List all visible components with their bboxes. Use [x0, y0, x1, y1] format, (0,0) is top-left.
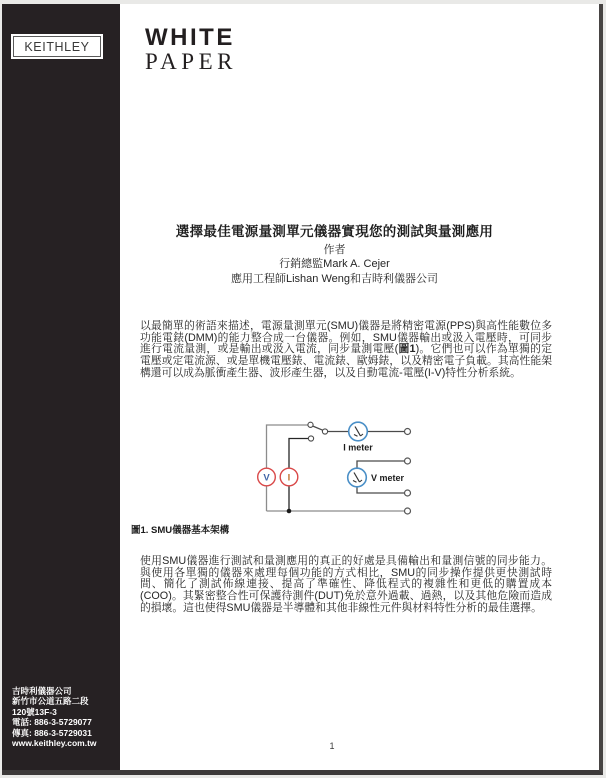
byline-label: 作者 — [323, 244, 346, 256]
masthead-white: WHITE — [145, 24, 235, 51]
i-meter-symbol — [349, 422, 368, 441]
masthead-paper: PAPER — [145, 49, 237, 74]
company-name: 吉時利儀器公司 — [12, 686, 72, 696]
v-source-label: V — [263, 472, 270, 484]
smu-circuit-diagram — [230, 414, 420, 518]
wire-vmeter-bottom — [357, 487, 405, 493]
v-source-symbol — [258, 468, 276, 486]
byline-author1: 行銷總監Mark A. Cejer — [279, 258, 390, 271]
fax-line: 傳真: 886-3-5729031 — [12, 727, 92, 738]
wire-vmeter-top — [357, 461, 405, 468]
keithley-logo — [13, 36, 101, 57]
v-meter-label: V meter — [371, 473, 405, 483]
page-number: 1 — [329, 741, 335, 751]
masthead — [145, 26, 237, 73]
switch-symbol — [308, 422, 328, 441]
figure-reference: 圖1 — [398, 343, 416, 356]
keithley-logo-text: KEITHLEY — [24, 39, 90, 54]
paragraph-1-text-cont: )。它們也可以作為單獨的定電壓或定電流源、或是單機電壓錶、電流錶、歐姆錶，以及精密電子負載。其高性能架構還可以成為脈衝產生器、波形產生器，以及自動電流-電壓(I-V)特性分析系統。 — [140, 343, 552, 379]
address-line2: 120號13F-3 — [12, 706, 57, 717]
byline — [132, 243, 537, 286]
v-meter-symbol — [348, 468, 367, 487]
page-title: 選擇最佳電源量測單元儀器實現您的測試與量測應用 — [175, 224, 494, 239]
document-page — [2, 4, 603, 775]
i-source-symbol — [280, 468, 298, 486]
paragraph-2: 使用SMU儀器進行測試和量測應用的真正的好處是具備輸出和量測信號的同步能力。與使用各單獨的儀器來處理每個功能的方式相比，SMU的同步操作提供更快測試時間、簡化了測試佈線連接、提高了準確性、降低程式的複雜性和更低的購置成本(COO)。其緊密整合性可保護待測件(DUT)免於意外過載、過熱，以及其他危險而造成的損壞。這也使得SMU儀器是半導體和其他非線性元件與材料特性分析的最佳選擇。 — [140, 555, 552, 614]
sidebar — [2, 4, 120, 770]
address-line1: 新竹市公道五路二段 — [12, 696, 89, 707]
website-line: www.keithley.com.tw — [12, 738, 97, 749]
output-terminals — [405, 429, 411, 515]
i-meter-label: I meter — [343, 442, 373, 453]
junction-dot — [287, 509, 292, 514]
paragraph-1 — [140, 321, 552, 379]
figure-caption: 圖1. SMU儀器基本架構 — [131, 525, 230, 536]
paragraph-1-text: 以最簡單的術語來描述，電源量測單元(SMU)儀器是將精密電源(PPS)與高性能數位多功能電錶(DMM)的能力整合成一台儀器。例如，SMU儀器輸出或汲入電壓時，可同步進行電流量測，或是輸出或汲入電流，同步量測電壓( — [140, 320, 552, 356]
byline-author2: 應用工程師Lishan Weng和吉時利儀器公司 — [230, 272, 438, 285]
company-contact-block — [12, 686, 116, 748]
i-source-label: I — [287, 472, 291, 484]
phone-line: 電話: 886-3-5729077 — [12, 717, 92, 728]
